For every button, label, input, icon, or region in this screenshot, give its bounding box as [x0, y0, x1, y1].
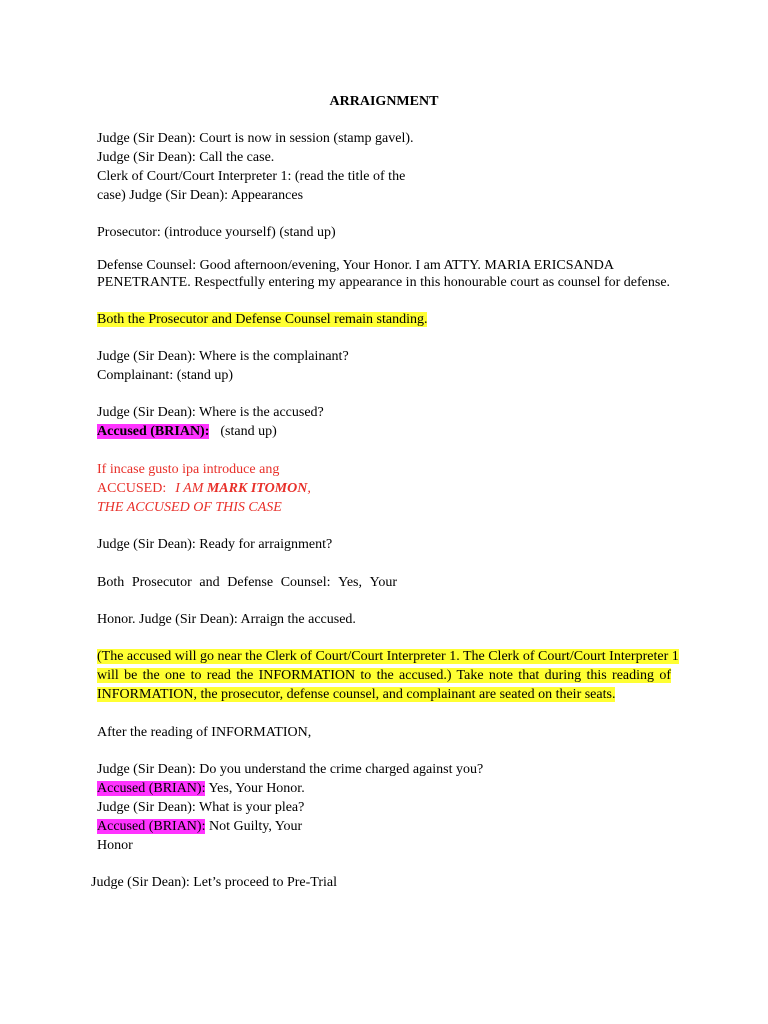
- reading-note-text-1: (The accused will go near the Clerk of Court/Court Interpreter 1. The Clerk of Court/Court Interpreter 1: [97, 649, 679, 664]
- standing-note-text: Both the Prosecutor and Defense Counsel remain standing.: [97, 312, 428, 327]
- reading-note-text-3: INFORMATION, the prosecutor, defense counsel, and complainant are seated on their seats.: [97, 687, 616, 702]
- pretrial-line: Judge (Sir Dean): Let’s proceed to Pre-Trial: [91, 875, 337, 890]
- defense-counsel-line-1: Defense Counsel: Good afternoon/evening, Your Honor. I am ATTY. MARIA ERICSANDA: [97, 258, 614, 273]
- prosecutor-line: Prosecutor: (introduce yourself) (stand up): [97, 225, 336, 240]
- intro-note-line-2: [97, 479, 311, 498]
- both-reply-word: Yes,: [338, 575, 362, 590]
- judge-opening-line: Judge (Sir Dean): Court is now in session (stamp gavel).: [97, 131, 414, 146]
- reading-note-line-2: [97, 666, 671, 685]
- intro-comma: ,: [307, 481, 311, 496]
- judge-plea-line: Judge (Sir Dean): What is your plea?: [97, 800, 305, 815]
- judge-call-case-line: Judge (Sir Dean): Call the case.: [97, 150, 275, 165]
- both-reply-word: Your: [369, 575, 397, 590]
- after-reading-line: After the reading of INFORMATION,: [97, 725, 312, 740]
- reading-note-text-2: will be the one to read the INFORMATION to the accused.) Take note that during this reading of: [97, 668, 671, 683]
- both-reply-word: Prosecutor: [131, 575, 192, 590]
- intro-accused-label: ACCUSED:: [97, 481, 167, 496]
- accused-label-1: Accused (BRIAN):: [97, 781, 206, 796]
- complainant-line: Complainant: (stand up): [97, 368, 234, 383]
- accused-label-2: Accused (BRIAN):: [97, 819, 206, 834]
- standing-note: [97, 310, 427, 329]
- reading-note-line-1: [97, 647, 679, 666]
- reading-note-line-3: [97, 685, 671, 704]
- intro-note-line-1: If incase gusto ipa introduce ang: [97, 462, 280, 477]
- both-reply-word: Both: [97, 575, 125, 590]
- reading-note: [97, 647, 679, 704]
- both-reply-word: Defense: [227, 575, 274, 590]
- accused-plea-line: [97, 817, 302, 836]
- accused-reply-1: Yes, Your Honor.: [205, 781, 305, 796]
- arraign-line: Honor. Judge (Sir Dean): Arraign the accused.: [97, 612, 356, 627]
- accused-label: Accused (BRIAN):: [97, 424, 210, 439]
- accused-action: (stand up): [220, 424, 277, 439]
- both-reply-line: [97, 573, 397, 592]
- clerk-read-title-line: Clerk of Court/Court Interpreter 1: (read the title of the: [97, 169, 406, 184]
- accused-stand-line: [97, 422, 277, 441]
- intro-note-line-3: THE ACCUSED OF THIS CASE: [97, 500, 282, 515]
- honor-line: Honor: [97, 838, 133, 853]
- judge-ready-line: Judge (Sir Dean): Ready for arraignment?: [97, 537, 333, 552]
- judge-understand-line: Judge (Sir Dean): Do you understand the crime charged against you?: [97, 762, 484, 777]
- judge-accused-line: Judge (Sir Dean): Where is the accused?: [97, 405, 324, 420]
- judge-appearances-line: case) Judge (Sir Dean): Appearances: [97, 188, 304, 203]
- intro-i-am: I AM: [175, 481, 204, 496]
- defense-counsel-line-2: PENETRANTE. Respectfully entering my appearance in this honourable court as counsel for defense.: [97, 275, 671, 290]
- both-reply-word: and: [199, 575, 220, 590]
- accused-reply-2: Not Guilty, Your: [205, 819, 303, 834]
- both-reply-word: Counsel:: [280, 575, 331, 590]
- document-title: ARRAIGNMENT: [329, 94, 439, 109]
- judge-complainant-line: Judge (Sir Dean): Where is the complainant?: [97, 349, 349, 364]
- accused-yes-line: [97, 779, 305, 798]
- intro-name: MARK ITOMON: [206, 481, 308, 496]
